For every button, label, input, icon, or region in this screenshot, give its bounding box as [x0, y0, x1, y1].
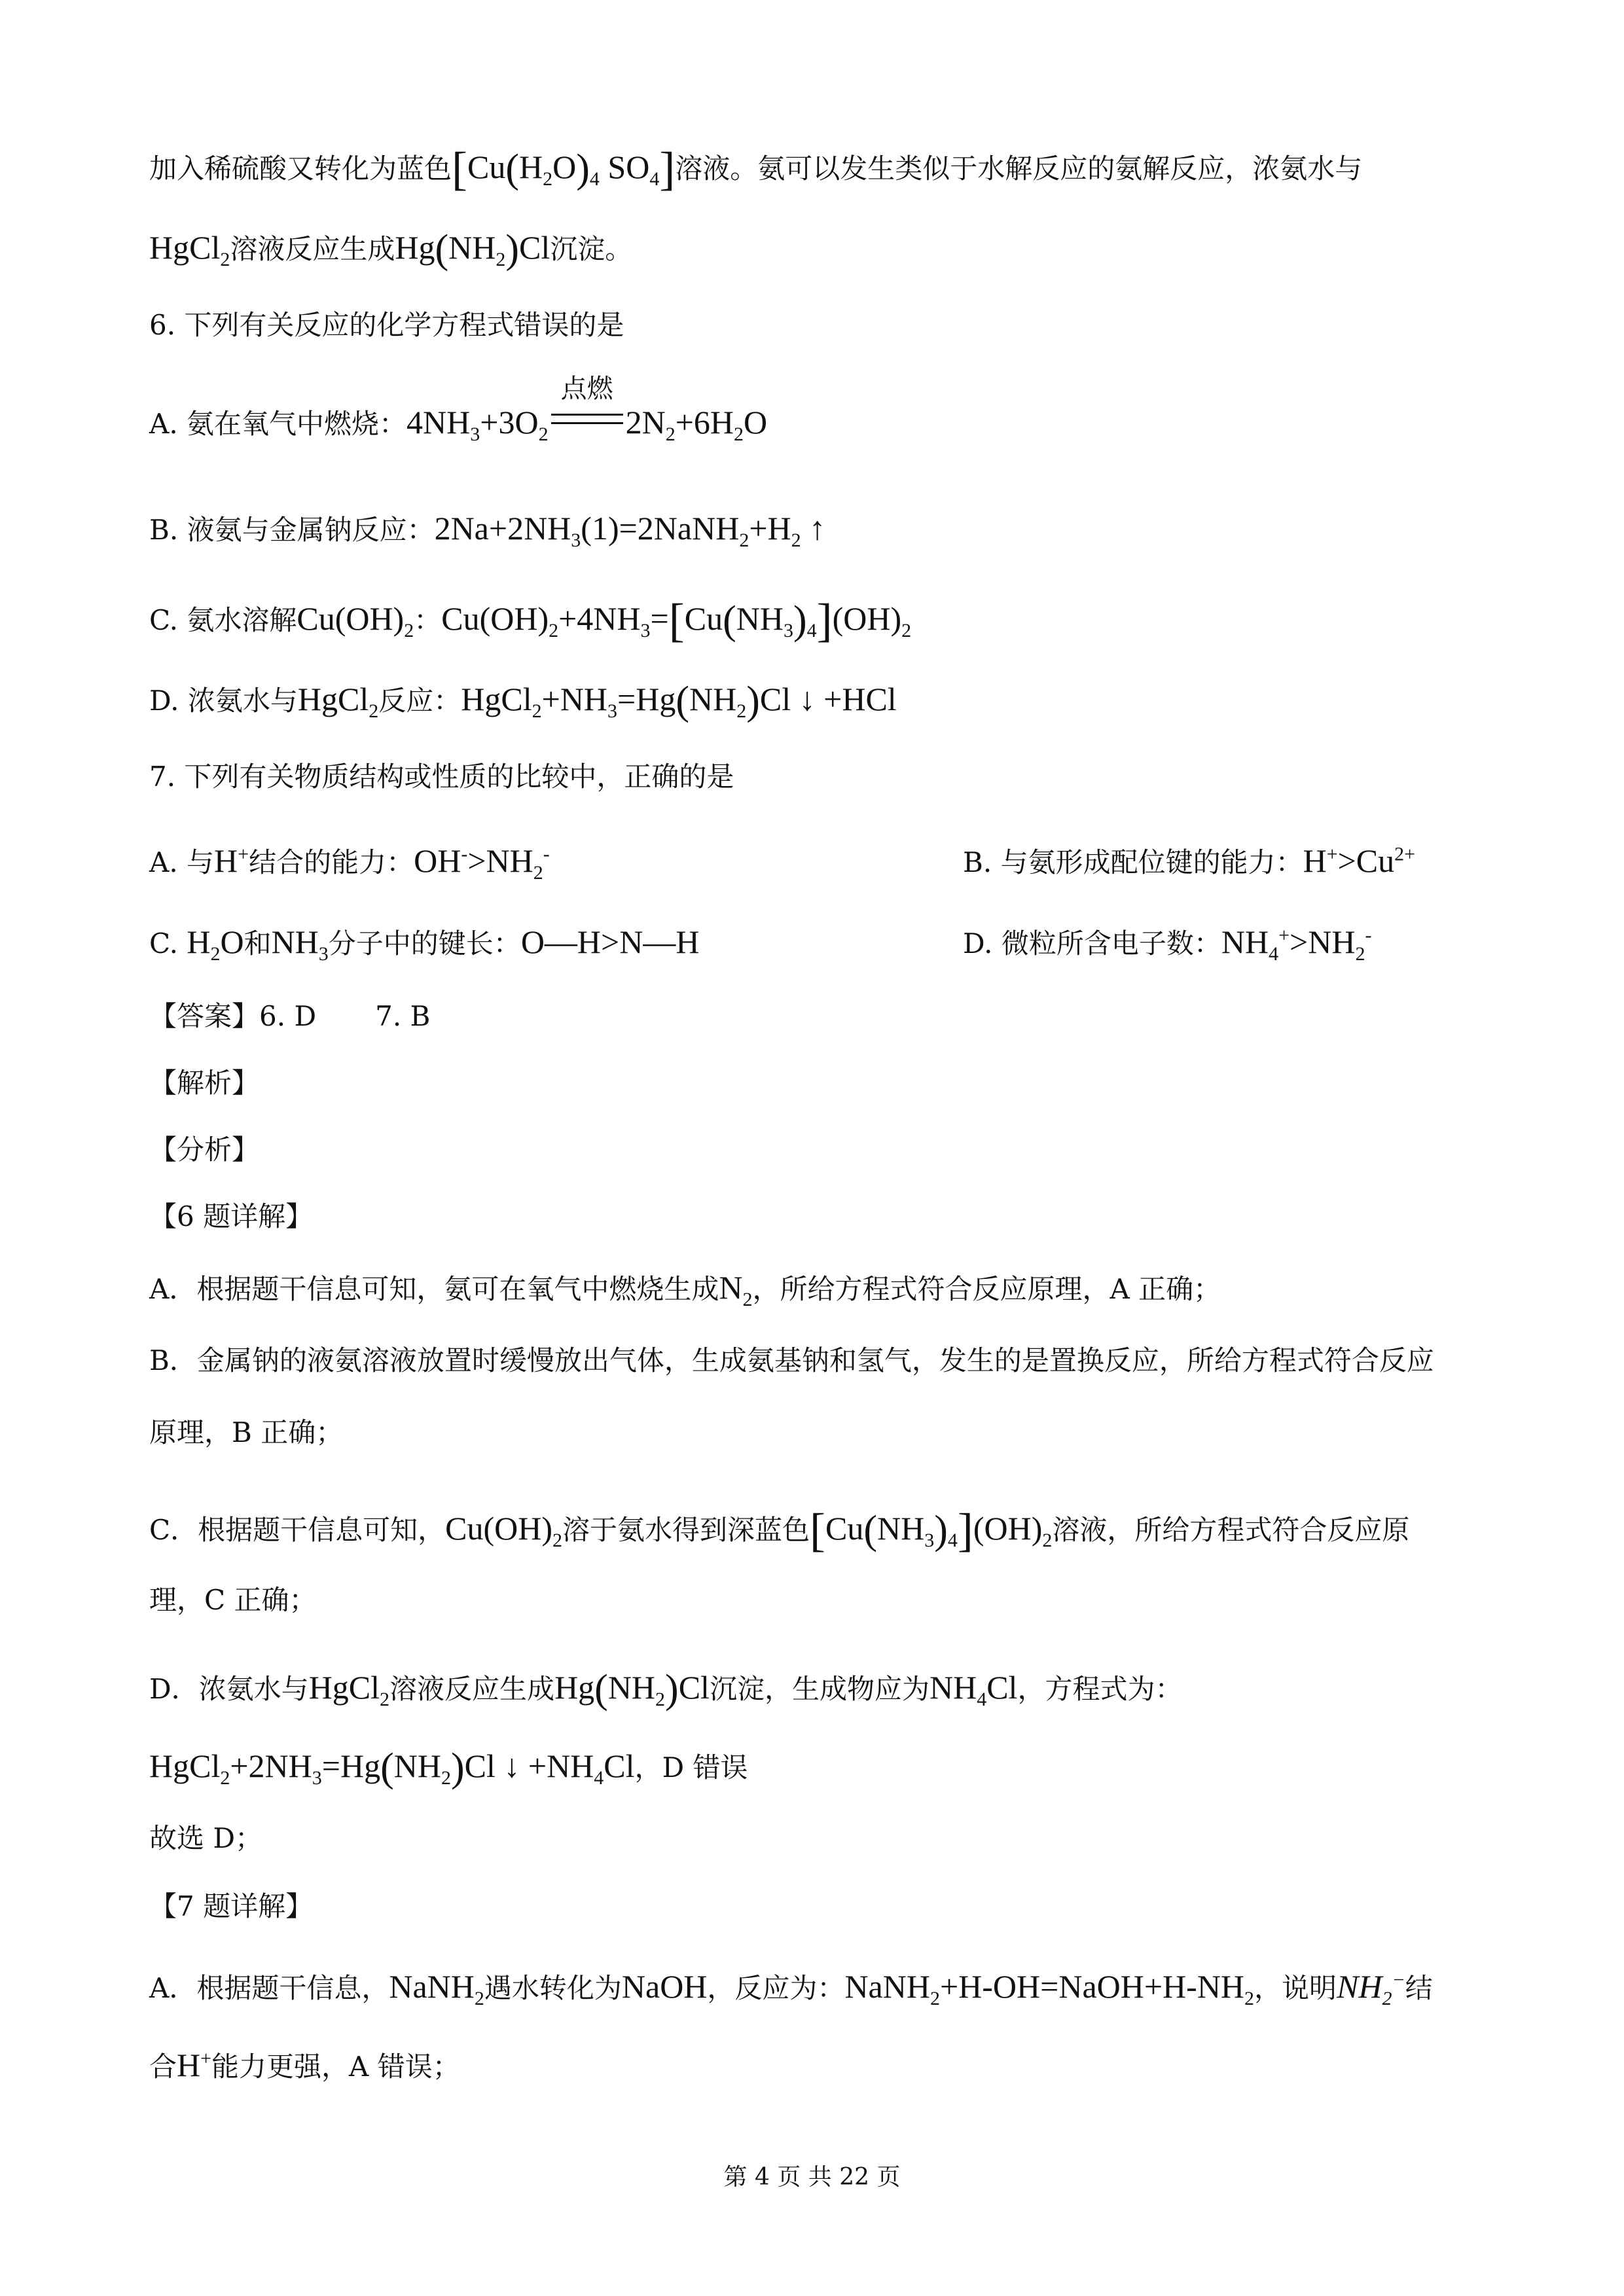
formula-h-plus: H+ — [177, 2047, 212, 2083]
formula-cu-nh3-4-oh-2: $[Cu(NH_3)_4](OH)_2$ — [810, 1504, 1053, 1556]
detail-text: ，D 错误 — [634, 1751, 748, 1784]
comparison-c: O—H>N—H — [520, 924, 700, 960]
equation-d: $HgCl_2+NH_3=Hg(NH_2)Cl$ ↓ +HCl — [461, 679, 897, 723]
q7-option-c — [149, 924, 700, 965]
detail-text: 溶于氨水得到深蓝色 — [562, 1514, 810, 1546]
formula-h2o: $H_2O$ — [187, 924, 244, 965]
detail-text: 遇水转化为 — [484, 1972, 622, 2004]
q6-detail-d-2 — [149, 1748, 1493, 1788]
intro-line-1 — [149, 143, 1526, 195]
answer-line — [149, 1000, 1493, 1032]
formula-hgcl2: HgCl$_2$ — [297, 681, 379, 722]
formula-hgcl2: HgCl$_2$ — [308, 1669, 390, 1710]
q7-detail-heading: 【7 题详解】 — [149, 1890, 314, 1922]
q7-row-cd — [149, 924, 1493, 965]
detail-text: 结 — [1405, 1972, 1433, 2004]
q7-stem: 7. 下列有关物质结构或性质的比较中，正确的是 — [149, 761, 734, 793]
detail-text: 沉淀，生成物应为 — [709, 1673, 929, 1705]
q6-detail-d-1 — [149, 1669, 1493, 1710]
equation-a: $4NH_3+3O_2$ 点燃 $2N_2+6H_2O$ — [406, 374, 768, 445]
equation-part: 2Na+2NH — [434, 510, 571, 547]
formula-nh2-minus: $NH_2^-$ — [1337, 1968, 1405, 2009]
option-label: D. 浓氨水与 — [149, 685, 298, 717]
formula-nh4cl: $NH_4Cl$ — [929, 1669, 1018, 1710]
detail-text: 合 — [149, 2051, 177, 2083]
q7-option-b — [963, 844, 1415, 877]
option-label: 分子中的键长： — [328, 927, 521, 960]
q6-option-c: C. 氨水溶解$Cu(OH)_2$：$Cu(OH)_2+4NH_3=[Cu(NH_3)_4](OH)_2$ — [149, 594, 912, 647]
option-label: A. 与 — [149, 846, 215, 878]
equation-d-correct: $HgCl_2+2NH_3=Hg(NH_2)Cl$ ↓ $+NH_4Cl$ — [149, 1746, 635, 1790]
double-line-equals — [551, 414, 623, 424]
detail-text: 能力更强，A 错误； — [211, 2051, 460, 2083]
option-label: 结合的能力： — [249, 846, 414, 878]
detail-text: 溶液反应生成 — [389, 1673, 555, 1705]
detail-text: ，所给方程式符合反应原理，A 正确； — [752, 1273, 1221, 1305]
q6-option-d — [149, 681, 1493, 721]
intro-text: 加入稀硫酸又转化为蓝色 — [149, 152, 452, 185]
q7-detail-a-2 — [149, 2049, 1493, 2081]
formula-cu-oh-2: $Cu(OH)_2$ — [297, 600, 414, 641]
formula-n2: $N_2$ — [719, 1269, 753, 1310]
option-label: B. 与氨形成配位键的能力： — [963, 846, 1303, 878]
q6-option-a — [149, 374, 1493, 445]
q6-option-b — [149, 510, 1493, 551]
q6-detail-b-2: 原理，B 正确； — [149, 1416, 344, 1448]
equation-c: $Cu(OH)_2+4NH_3=[Cu(NH_3)_4](OH)_2$ — [441, 594, 912, 647]
detail-text: ，反应为： — [707, 1972, 845, 2004]
q7-row-ab — [149, 842, 1493, 884]
page-footer: 第 4 页 共 22 页 — [723, 2164, 901, 2191]
q6-detail-b-1: B．金属钠的液氨溶液放置时缓慢放出气体，生成氨基钠和氢气，发生的是置换反应，所给方程式符合反应 — [149, 1344, 1434, 1376]
intro-line-2 — [149, 229, 1493, 270]
comparison-d: $NH_4^+>NH_2^-$ — [1221, 924, 1372, 965]
q6-detail-c-2: 理，C 正确； — [149, 1584, 317, 1616]
answer-label: 【答案】 — [149, 1000, 260, 1032]
option-label: C. — [149, 927, 187, 960]
equation-hydrolysis: $NaNH_2+H-OH=NaOH+H-NH_2$ — [844, 1968, 1255, 2009]
q6-stem: 6. 下列有关反应的化学方程式错误的是 — [149, 309, 624, 341]
option-label: 反应： — [378, 685, 461, 717]
fenxi-heading: 【分析】 — [149, 1134, 260, 1166]
comparison-a: $OH^->NH_2^-$ — [414, 842, 550, 884]
option-label: D. 微粒所含电子数： — [963, 927, 1221, 960]
formula-cu-oh-2: $Cu(OH)_2$ — [445, 1510, 563, 1551]
option-label: B. 液氨与金属钠反应： — [149, 514, 435, 546]
q6-conclusion: 故选 D； — [149, 1822, 263, 1854]
detail-text: A．根据题干信息可知，氨可在氧气中燃烧生成 — [149, 1273, 719, 1305]
formula-h-plus: H+ — [214, 842, 249, 879]
equation-b: $2Na+2NH_3(1)=2NaNH_2+H_2$ ↑ — [434, 510, 826, 551]
detail-text: ，方程式为： — [1017, 1673, 1183, 1705]
formula-naoh: NaOH — [621, 1968, 708, 2005]
formula-hg-nh2-cl: $Hg(NH_2)Cl$ — [395, 227, 550, 272]
jiexi-heading: 【解析】 — [149, 1067, 260, 1099]
option-label: C. 氨水溶解 — [149, 604, 297, 636]
q6-detail-c-1 — [149, 1504, 1526, 1556]
q7-option-d — [963, 924, 1372, 965]
q7-option-a — [149, 842, 550, 884]
detail-text: A．根据题干信息， — [149, 1972, 389, 2004]
detail-text: D．浓氨水与 — [149, 1673, 309, 1705]
intro-text: 溶液。氨可以发生类似于水解反应的氨解反应，浓氨水与 — [675, 152, 1363, 185]
intro-text: 溶液反应生成 — [230, 233, 395, 265]
condition-text: 点燃 — [560, 374, 613, 404]
option-label: A. 氨在氧气中燃烧： — [149, 408, 407, 440]
detail-text: 溶液，所给方程式符合反应原 — [1052, 1514, 1410, 1546]
formula-hg-nh2-cl: $Hg(NH_2)Cl$ — [554, 1667, 710, 1712]
detail-text: C．根据题干信息可知， — [149, 1514, 446, 1546]
answer-q7: 7. B — [375, 1000, 431, 1032]
reaction-condition — [551, 374, 623, 433]
formula-nh3: $NH_3$ — [271, 924, 329, 965]
q7-detail-a-1 — [149, 1968, 1526, 2009]
detail-text: ，说明 — [1254, 1972, 1337, 2004]
formula-nanh2: NaNH$_2$ — [389, 1968, 484, 2009]
option-label: 和 — [244, 927, 272, 960]
intro-text: 沉淀。 — [550, 233, 633, 265]
q6-detail-a — [149, 1269, 1493, 1310]
comparison-b: $H^+>Cu^{2+}$ — [1303, 842, 1416, 879]
answer-q6: 6. D — [259, 1000, 317, 1032]
q6-detail-heading: 【6 题详解】 — [149, 1200, 314, 1232]
formula-cu-h2o-4-so4: [$Cu(H_2O)_4$ $SO_4$] — [452, 143, 676, 195]
formula-hgcl2: HgCl$_2$ — [149, 229, 230, 270]
